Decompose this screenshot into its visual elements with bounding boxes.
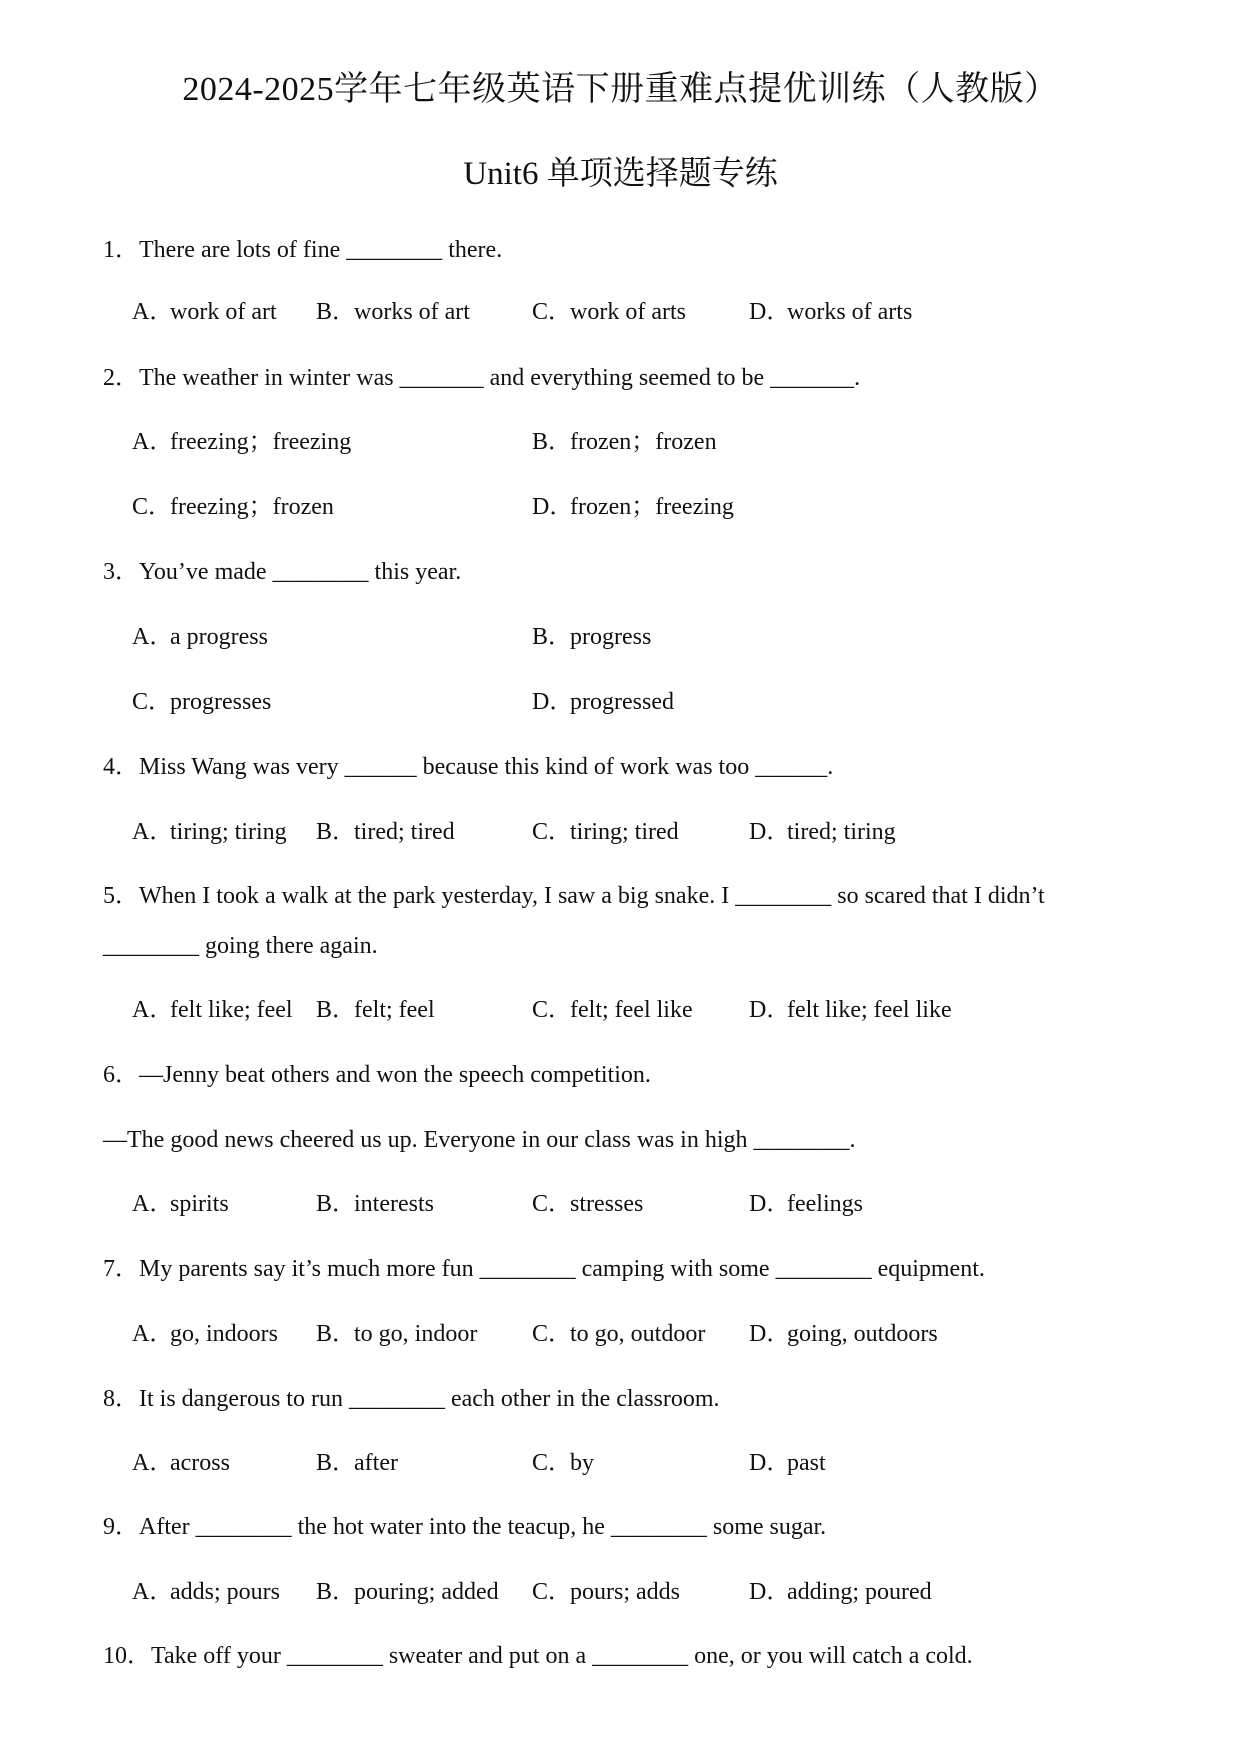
q5-option-b[interactable]: B．felt; feel (316, 997, 435, 1023)
q8-option-d[interactable]: D．past (749, 1450, 826, 1476)
q8-option-b[interactable]: B．after (316, 1450, 398, 1476)
q3-option-b[interactable]: B．progress (532, 624, 652, 650)
q2-option-b[interactable]: B．frozen；frozen (532, 429, 717, 455)
q1-option-c[interactable]: C．work of arts (532, 299, 686, 325)
q7-option-c[interactable]: C．to go, outdoor (532, 1321, 706, 1347)
question-6-reply: —The good news cheered us up. Everyone in our class was in high ________. (103, 1127, 856, 1153)
q5-option-a[interactable]: A．felt like; feel (132, 997, 293, 1023)
question-1: 1．There are lots of fine ________ there. (103, 237, 503, 263)
question-4: 4．Miss Wang was very ______ because this kind of work was too ______. (103, 754, 834, 780)
q6-option-b[interactable]: B．interests (316, 1191, 434, 1217)
question-5: 5．When I took a walk at the park yesterday, I saw a big snake. I ________ so scared that I didn’t (103, 883, 1045, 909)
q8-option-c[interactable]: C．by (532, 1450, 594, 1476)
q7-option-b[interactable]: B．to go, indoor (316, 1321, 478, 1347)
q9-option-d[interactable]: D．adding; poured (749, 1579, 932, 1605)
q3-option-d[interactable]: D．progressed (532, 689, 674, 715)
q6-option-c[interactable]: C．stresses (532, 1191, 644, 1217)
q5-option-c[interactable]: C．felt; feel like (532, 997, 693, 1023)
q7-option-a[interactable]: A．go, indoors (132, 1321, 278, 1347)
page-subtitle: Unit6 单项选择题专练 (463, 156, 778, 192)
question-3: 3．You’ve made ________ this year. (103, 559, 462, 585)
question-7: 7．My parents say it’s much more fun ________ camping with some ________ equipment. (103, 1256, 985, 1282)
q2-option-d[interactable]: D．frozen；freezing (532, 494, 734, 520)
q9-option-b[interactable]: B．pouring; added (316, 1579, 499, 1605)
q8-option-a[interactable]: A．across (132, 1450, 230, 1476)
q6-option-a[interactable]: A．spirits (132, 1191, 229, 1217)
question-6: 6．—Jenny beat others and won the speech competition. (103, 1062, 651, 1088)
page-title: 2024-2025学年七年级英语下册重难点提优训练（人教版） (182, 71, 1059, 108)
question-5-continued: ________ going there again. (103, 933, 378, 959)
q9-option-a[interactable]: A．adds; pours (132, 1579, 280, 1605)
question-9: 9．After ________ the hot water into the teacup, he ________ some sugar. (103, 1514, 827, 1540)
q4-option-d[interactable]: D．tired; tiring (749, 819, 896, 845)
question-8: 8．It is dangerous to run ________ each other in the classroom. (103, 1386, 720, 1412)
q9-option-c[interactable]: C．pours; adds (532, 1579, 680, 1605)
q1-option-b[interactable]: B．works of art (316, 299, 470, 325)
q3-option-c[interactable]: C．progresses (132, 689, 272, 715)
q2-option-a[interactable]: A．freezing；freezing (132, 429, 352, 455)
q3-option-a[interactable]: A．a progress (132, 624, 268, 650)
q1-option-a[interactable]: A．work of art (132, 299, 277, 325)
q6-option-d[interactable]: D．feelings (749, 1191, 863, 1217)
q4-option-c[interactable]: C．tiring; tired (532, 819, 679, 845)
question-10: 10．Take off your ________ sweater and put on a ________ one, or you will catch a cold. (103, 1643, 973, 1669)
q1-option-d[interactable]: D．works of arts (749, 299, 913, 325)
q5-option-d[interactable]: D．felt like; feel like (749, 997, 952, 1023)
q7-option-d[interactable]: D．going, outdoors (749, 1321, 938, 1347)
question-2: 2．The weather in winter was _______ and everything seemed to be _______. (103, 365, 861, 391)
q2-option-c[interactable]: C．freezing；frozen (132, 494, 334, 520)
q4-option-a[interactable]: A．tiring; tiring (132, 819, 287, 845)
q4-option-b[interactable]: B．tired; tired (316, 819, 455, 845)
